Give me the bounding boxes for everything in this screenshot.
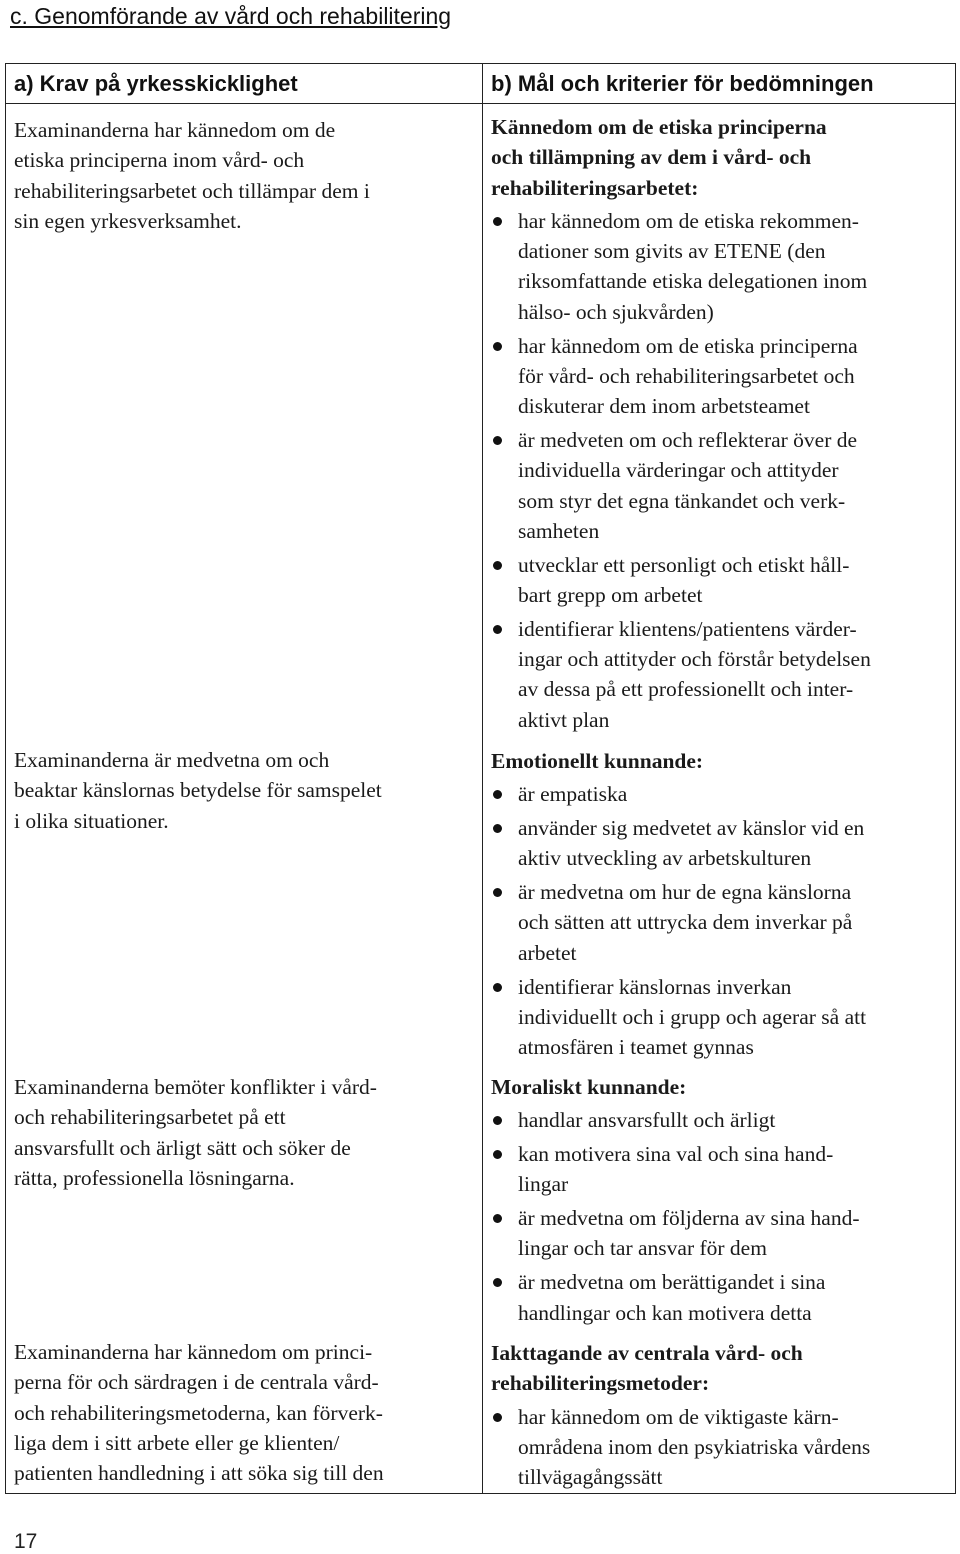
list-item — [491, 614, 951, 735]
criteria-emotional — [491, 746, 951, 1066]
list-item — [491, 813, 951, 874]
text-line: riksomfattande etiska delegationen inom — [518, 269, 868, 294]
text-line: och sätten att uttrycka dem inverkar på — [518, 910, 853, 935]
text-line: av dessa på ett professionellt och inter- — [518, 677, 854, 702]
text-line: rätta, professionella lösningarna. — [14, 1165, 295, 1190]
list-item — [491, 1267, 951, 1328]
criteria-list — [491, 1402, 951, 1493]
text-line: områdena inom den psykiatriska vårdens — [518, 1434, 871, 1459]
text-line: dationer som givits av ETENE (den — [518, 239, 826, 264]
text-line: använder sig medvetet av känslor vid en — [518, 816, 865, 841]
bullet-icon — [493, 1214, 502, 1223]
text-line: har kännedom om de etiska principerna — [518, 333, 858, 358]
text-line: handlingar och kan motivera detta — [518, 1300, 812, 1325]
text-line: är medvetna om berättigandet i sina — [518, 1270, 826, 1295]
text-line: kan motivera sina val och sina hand- — [518, 1142, 834, 1167]
text-line: diskuterar dem inom arbetsteamet — [518, 394, 810, 419]
text-line: identifierar klientens/patientens värder- — [518, 616, 857, 641]
column-divider — [482, 64, 483, 1493]
text-line: lingar och tar ansvar för dem — [518, 1236, 767, 1261]
text-line: identifierar känslornas inverkan — [518, 974, 792, 999]
text-line: och rehabiliteringsarbetet på ett — [14, 1105, 286, 1130]
criteria-moral — [491, 1072, 951, 1331]
list-item — [491, 550, 951, 611]
text-line: för vård- och rehabiliteringsarbetet och — [518, 363, 855, 388]
bullet-icon — [493, 625, 502, 634]
text-line: är medvetna om följderna av sina hand- — [518, 1206, 860, 1231]
text-line: beaktar känslornas betydelse för samspelet — [14, 778, 382, 803]
bullet-icon — [493, 1278, 502, 1287]
text-line: individuellt och i grupp och agerar så att — [518, 1004, 867, 1029]
right-column-header: b) Mål och kriterier för bedömningen — [491, 71, 874, 96]
list-item — [491, 1203, 951, 1264]
text-line: Examinanderna har kännedom om de — [14, 118, 336, 142]
criteria-heading: rehabiliteringsmetoder: — [491, 1371, 710, 1396]
list-item — [491, 206, 951, 327]
text-line: individuella värderingar och attityder — [518, 458, 839, 483]
list-item — [491, 425, 951, 546]
text-line: aktiv utveckling av arbetskulturen — [518, 846, 812, 871]
text-line: arbetet — [518, 940, 577, 965]
criteria-ethics — [491, 112, 951, 738]
text-line: som styr det egna tänkandet och verk- — [518, 488, 846, 513]
header-divider — [6, 103, 955, 104]
left-paragraph-3 — [14, 1072, 474, 1193]
requirements-table — [5, 63, 956, 1494]
bullet-icon — [493, 436, 502, 445]
page-number: 17 — [14, 1530, 38, 1553]
text-line: hälso- och sjukvården) — [518, 299, 714, 324]
text-line: atmosfären i teamet gynnas — [518, 1035, 754, 1060]
list-item — [491, 1139, 951, 1200]
criteria-heading: och tillämpning av dem i vård- och — [491, 145, 812, 170]
text-line: rehabiliteringsarbetet och tillämpar dem i — [14, 178, 370, 203]
text-line: sin egen yrkesverksamhet. — [14, 208, 242, 233]
text-line: patienten handledning i att söka sig till den — [14, 1461, 384, 1486]
text-line: handlar ansvarsfullt och ärligt — [518, 1108, 776, 1133]
left-paragraph-2 — [14, 745, 474, 836]
criteria-list — [491, 206, 951, 735]
text-line: och rehabiliteringsmetoderna, kan förverk- — [14, 1400, 383, 1425]
left-paragraph-4 — [14, 1337, 474, 1488]
text-line: ansvarsfullt och ärligt sätt och söker de — [14, 1135, 351, 1160]
bullet-icon — [493, 561, 502, 570]
text-line: är medveten om och reflekterar över de — [518, 427, 858, 452]
criteria-heading: Emotionellt kunnande: — [491, 749, 704, 773]
bullet-icon — [493, 1116, 502, 1125]
criteria-heading: Moraliskt kunnande: — [491, 1075, 687, 1099]
criteria-list — [491, 1105, 951, 1328]
text-line: perna för och särdragen i de centrala vård- — [14, 1370, 379, 1395]
text-line: lingar — [518, 1172, 569, 1197]
list-item — [491, 972, 951, 1063]
criteria-list — [491, 779, 951, 1062]
text-line: bart grepp om arbetet — [518, 582, 703, 607]
text-line: etiska principerna inom vård- och — [14, 148, 305, 173]
list-item — [491, 877, 951, 968]
text-line: aktivt plan — [518, 707, 610, 732]
criteria-heading: Kännedom om de etiska principerna — [491, 115, 827, 139]
criteria-heading: rehabiliteringsarbetet: — [491, 175, 699, 200]
text-line: är medvetna om hur de egna känslorna — [518, 880, 852, 905]
text-line: utvecklar ett personligt och etiskt håll- — [518, 552, 850, 577]
list-item — [491, 1105, 951, 1135]
text-line: liga dem i sitt arbete eller ge klienten/ — [14, 1430, 340, 1455]
bullet-icon — [493, 983, 502, 992]
criteria-methods — [491, 1338, 951, 1496]
text-line: Examinanderna har kännedom om princi- — [14, 1340, 373, 1364]
text-line: tillvägagångssätt — [518, 1465, 663, 1490]
text-line: Examinanderna bemöter konflikter i vård- — [14, 1075, 377, 1099]
text-line: Examinanderna är medvetna om och — [14, 748, 330, 772]
list-item — [491, 779, 951, 809]
text-line: har kännedom om de etiska rekommen- — [518, 208, 859, 233]
left-paragraph-1 — [14, 115, 474, 236]
list-item — [491, 1402, 951, 1493]
bullet-icon — [493, 824, 502, 833]
list-item — [491, 331, 951, 422]
bullet-icon — [493, 1413, 502, 1422]
bullet-icon — [493, 342, 502, 351]
bullet-icon — [493, 888, 502, 897]
section-title: c. Genomförande av vård och rehabilitering — [10, 3, 452, 29]
bullet-icon — [493, 790, 502, 799]
text-line: ingar och attityder och förstår betydelsen — [518, 647, 871, 672]
text-line: har kännedom om de viktigaste kärn- — [518, 1404, 839, 1429]
text-line: samheten — [518, 518, 600, 543]
bullet-icon — [493, 217, 502, 226]
criteria-heading: Iakttagande av centrala vård- och — [491, 1341, 803, 1365]
text-line: är empatiska — [518, 782, 628, 807]
bullet-icon — [493, 1150, 502, 1159]
left-column-header: a) Krav på yrkesskicklighet — [14, 71, 298, 96]
text-line: i olika situationer. — [14, 808, 169, 833]
